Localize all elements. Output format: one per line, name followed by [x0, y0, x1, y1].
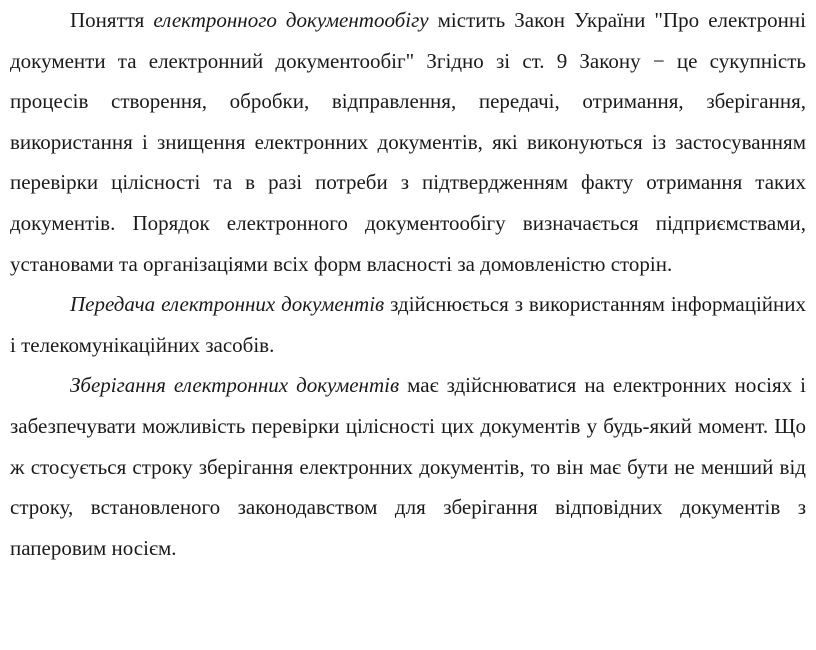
paragraph-body: має здійснюватися на електронних носіях і забезпечувати можливість перевірки цілісності цих документів у будь-який момент. Що ж стосується строку зберігання електронних документів, то він має бути не менший від строку, встановленого законодавством для зберігання відповідних документів з паперовим носієм. [10, 373, 806, 560]
paragraph-transmission [10, 284, 806, 365]
paragraph-body: містить Закон України "Про електронні документи та електронний документообіг" Згідно зі ст. 9 Закону − це сукупність процесів створення, обробки, відправлення, передачі, отримання, зберігання, використання і знищення електронних документів, які виконуються із застосуванням перевірки цілісності та в разі потреби з підтвердженням факту отримання таких документів. Порядок електронного документообігу визначається підприємствами, установами та організаціями всіх форм власності за домовленістю сторін. [10, 8, 806, 276]
document-page [10, 0, 806, 568]
paragraph-prefix: Поняття [70, 8, 154, 32]
paragraph-storage [10, 365, 806, 568]
paragraph-e-document-flow-definition [10, 0, 806, 284]
term-transmission-of-electronic-documents: Передача електронних документів [70, 292, 385, 317]
paragraph-body: здійснюється з використанням інформаційних і телекомунікаційних засобів. [10, 292, 806, 357]
term-electronic-document-flow: електронного документообігу [153, 8, 429, 32]
term-storage-of-electronic-documents: Зберігання електронних документів [70, 373, 400, 398]
